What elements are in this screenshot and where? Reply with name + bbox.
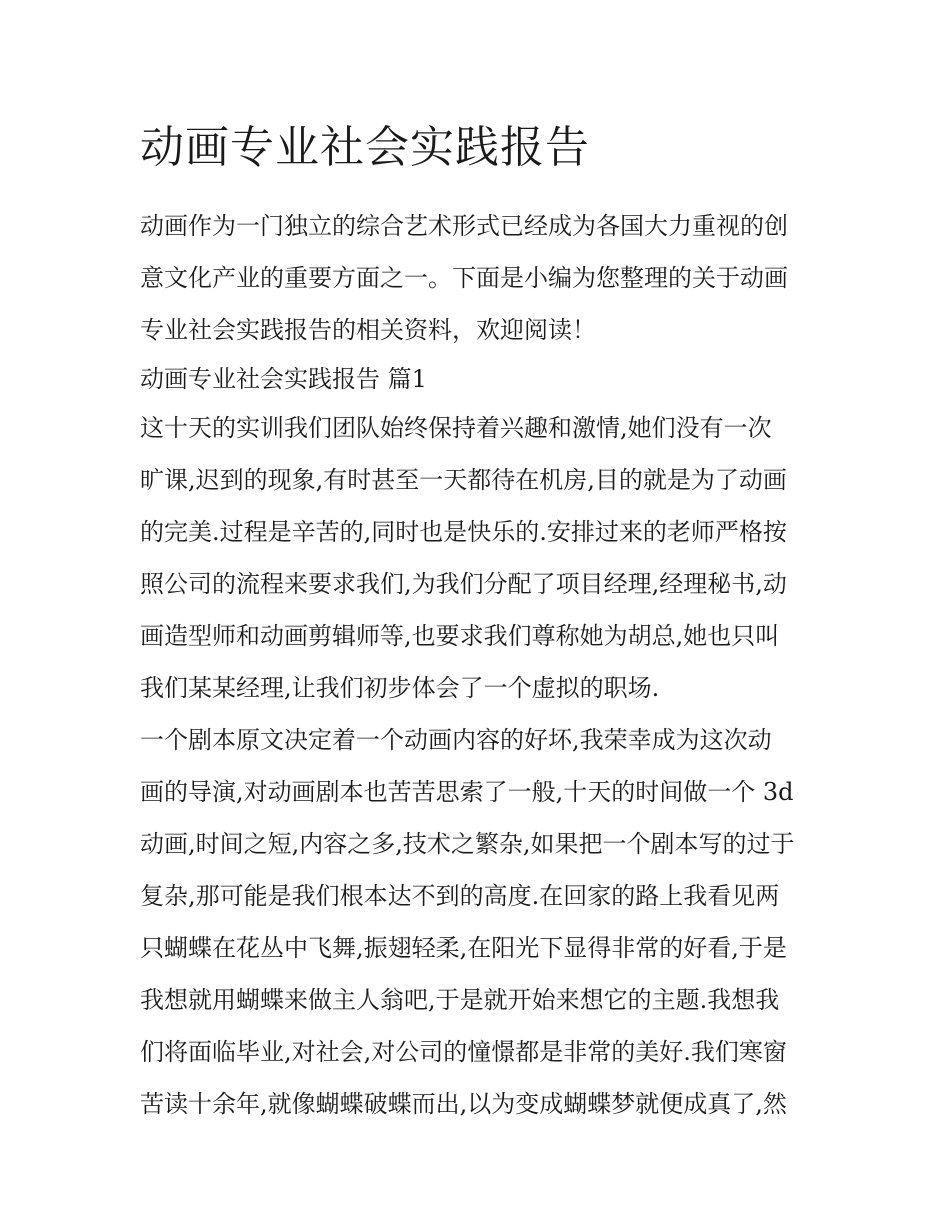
text-line: 照公司的流程来要求我们,为我们分配了项目经理,经理秘书,动 — [140, 570, 787, 598]
text-line: 我想就用蝴蝶来做主人翁吧,于是就开始来想它的主题.我想我 — [140, 986, 780, 1014]
text-line: 只蝴蝶在花丛中飞舞,振翅轻柔,在阳光下显得非常的好看,于是 — [140, 934, 787, 962]
text-line: 意文化产业的重要方面之一。下面是小编为您整理的关于动画 — [140, 264, 788, 292]
text-line: 画造型师和动画剪辑师等,也要求我们尊称她为胡总,她也只叫 — [140, 622, 780, 650]
text-line: 们将面临毕业,对社会,对公司的憧憬都是非常的美好.我们寒窗 — [140, 1038, 787, 1066]
body-paragraphs — [140, 402, 812, 1130]
text-line: 的完美.过程是辛苦的,同时也是快乐的.安排过来的老师严格按 — [140, 518, 787, 546]
text-line: 复杂,那可能是我们根本达不到的高度.在回家的路上我看见两 — [140, 882, 780, 910]
text-line: 画的导演,对动画剧本也苦苦思索了一般,十天的时间做一个 3d — [140, 778, 794, 806]
text-line: 专业社会实践报告的相关资料，欢迎阅读！ — [140, 316, 596, 344]
text-line: 动画作为一门独立的综合艺术形式已经成为各国大力重视的创 — [140, 212, 788, 240]
text-line: 动画,时间之短,内容之多,技术之繁杂,如果把一个剧本写的过于 — [140, 830, 795, 858]
text-line: 一个剧本原文决定着一个动画内容的好坏,我荣幸成为这次动 — [140, 726, 772, 754]
document-page — [140, 118, 812, 1130]
text-line: 苦读十余年,就像蝴蝶破蝶而出,以为变成蝴蝶梦就便成真了,然 — [140, 1090, 787, 1118]
intro-paragraph — [140, 200, 812, 356]
section-heading: 动画专业社会实践报告 篇1 — [140, 365, 427, 393]
text-line: 这十天的实训我们团队始终保持着兴趣和激情,她们没有一次 — [140, 414, 772, 442]
text-line: 旷课,迟到的现象,有时甚至一天都待在机房,目的就是为了动画 — [140, 466, 787, 494]
text-line: 我们某某经理,让我们初步体会了一个虚拟的职场. — [140, 674, 660, 702]
document-title: 动画专业社会实践报告 — [140, 122, 590, 173]
